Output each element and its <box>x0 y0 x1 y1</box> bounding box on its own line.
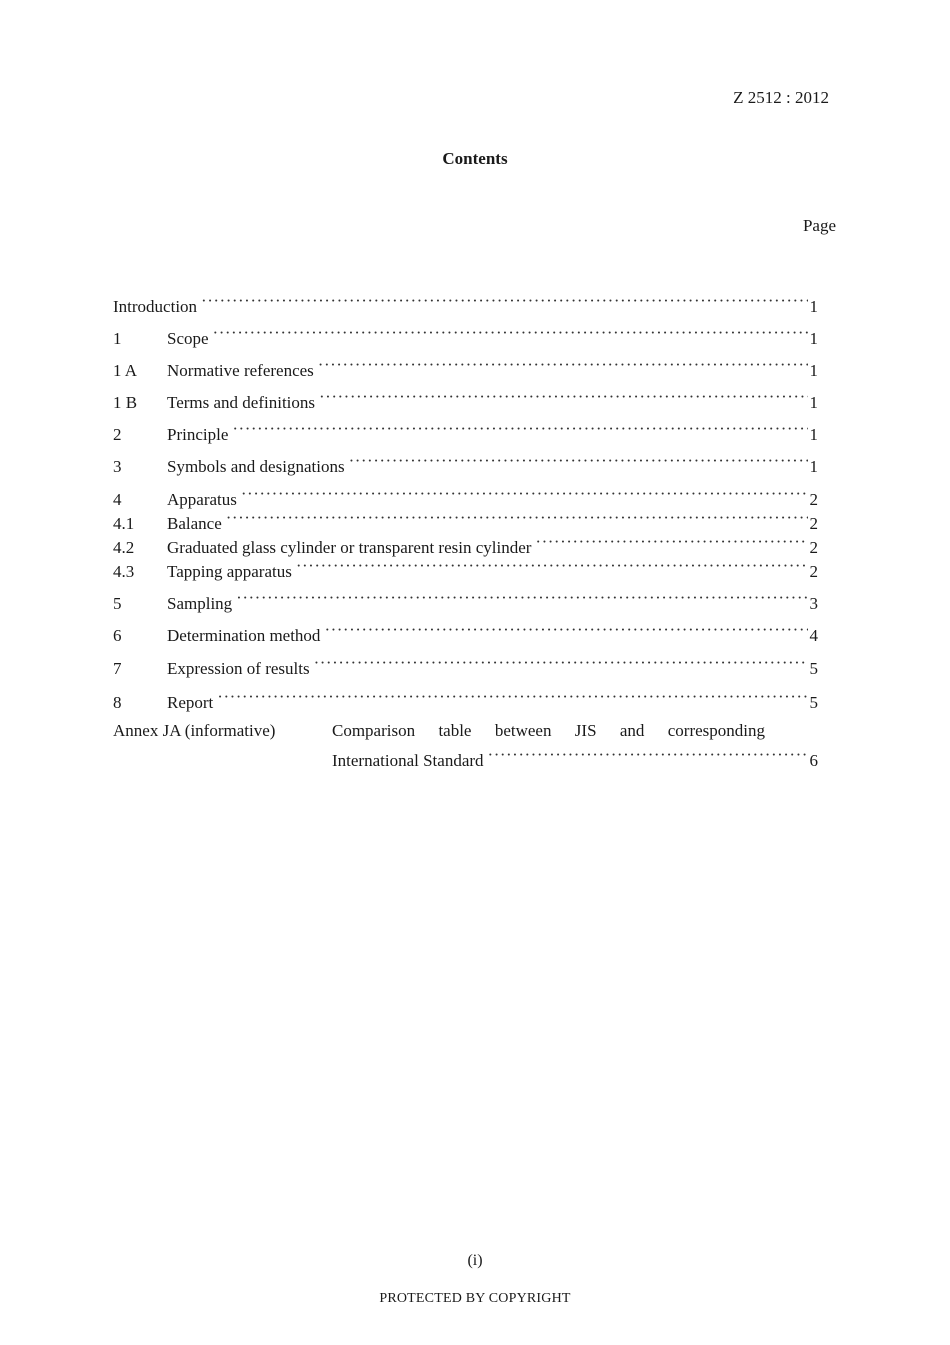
leader-dots <box>232 418 808 440</box>
toc-entry-title: Symbols and designations <box>167 457 345 476</box>
toc-entry-page: 6 <box>809 751 818 770</box>
toc-entry-number: 4.3 <box>113 562 135 581</box>
toc-entry-page: 2 <box>809 490 818 509</box>
toc-entry-introduction[interactable] <box>113 290 818 316</box>
toc-entry-terms-and-definitions[interactable] <box>113 386 818 412</box>
toc-entry-title: Introduction <box>113 297 198 316</box>
leader-dots <box>201 290 808 312</box>
toc-entry-page: 5 <box>809 693 818 712</box>
annex-title-line-1: Comparison table between JIS and corresponding <box>332 721 765 740</box>
toc-entry-number: 5 <box>113 594 122 613</box>
page-number: (i) <box>467 1252 483 1269</box>
toc-entry-sampling[interactable] <box>113 587 818 613</box>
toc-entry-page: 1 <box>809 457 818 476</box>
annex-title-line-2: International Standard <box>332 751 484 770</box>
leader-dots <box>314 652 808 674</box>
toc-entry-page: 1 <box>809 297 818 316</box>
leader-dots <box>217 686 808 708</box>
toc-entry-number: 4.1 <box>113 514 135 533</box>
toc-entry-graduated-cylinder[interactable] <box>113 531 818 557</box>
toc-entry-title: Determination method <box>167 626 321 645</box>
toc-entry-title: Report <box>167 693 214 712</box>
toc-entry-page: 3 <box>809 594 818 613</box>
toc-entry-tapping-apparatus[interactable] <box>113 555 818 581</box>
toc-entry-expression-of-results[interactable] <box>113 652 818 678</box>
toc-entry-number: 6 <box>113 626 122 645</box>
toc-entry-title: Sampling <box>167 594 233 613</box>
toc-entry-report[interactable] <box>113 686 818 712</box>
toc-entry-number: 1 B <box>113 393 138 412</box>
leader-dots <box>488 744 808 766</box>
toc-entry-number: 7 <box>113 659 122 678</box>
toc-entry-page: 2 <box>809 562 818 581</box>
toc-entry-number: 8 <box>113 693 122 712</box>
copyright-notice: PROTECTED BY COPYRIGHT <box>379 1291 571 1306</box>
toc-entry-page: 2 <box>809 538 818 557</box>
toc-entry-title: Terms and definitions <box>167 393 316 412</box>
toc-entry-page: 1 <box>809 425 818 444</box>
toc-entry-principle[interactable] <box>113 418 818 444</box>
toc-entry-normative-references[interactable] <box>113 354 818 380</box>
toc-entry-page: 1 <box>809 393 818 412</box>
toc-entry-title: Graduated glass cylinder or transparent resin cylinder <box>167 538 532 557</box>
toc-entry-number: 3 <box>113 457 122 476</box>
leader-dots <box>349 450 808 472</box>
toc-entry-title: Tapping apparatus <box>167 562 292 581</box>
toc-entry-title: Scope <box>167 329 209 348</box>
toc-entry-page: 2 <box>809 514 818 533</box>
page-column-label: Page <box>802 216 836 235</box>
toc-entry-number: 2 <box>113 425 122 444</box>
toc-entry-title: Apparatus <box>167 490 237 509</box>
page-title: Contents <box>442 149 508 168</box>
toc-entry-determination-method[interactable] <box>113 619 818 645</box>
leader-dots <box>241 483 808 505</box>
toc-entry-page: 5 <box>809 659 818 678</box>
toc-entry-title: Principle <box>167 425 229 444</box>
leader-dots <box>226 507 808 529</box>
leader-dots <box>319 386 808 408</box>
leader-dots <box>296 555 808 577</box>
toc-entry-scope[interactable] <box>113 322 818 348</box>
annex-label: Annex JA (informative) <box>113 721 276 740</box>
toc-entry-number: 4 <box>113 490 122 509</box>
toc-entry-balance[interactable] <box>113 507 818 533</box>
toc-entry-page: 1 <box>809 361 818 380</box>
leader-dots <box>213 322 808 344</box>
leader-dots <box>324 619 808 641</box>
toc-entry-number: 4.2 <box>113 538 135 557</box>
toc-entry-number: 1 A <box>113 361 138 380</box>
toc-entry-page: 4 <box>809 626 818 645</box>
leader-dots <box>318 354 808 376</box>
toc-entry-title: Balance <box>167 514 222 533</box>
toc-entry-apparatus[interactable] <box>113 483 818 509</box>
leader-dots <box>535 531 808 553</box>
toc-entry-title: Normative references <box>167 361 314 380</box>
toc-entry-symbols-and-designations[interactable] <box>113 450 818 476</box>
toc-entry-number: 1 <box>113 329 122 348</box>
toc-entry-title: Expression of results <box>167 659 310 678</box>
toc-entry-page: 1 <box>809 329 818 348</box>
document-id: Z 2512 : 2012 <box>733 88 829 107</box>
leader-dots <box>236 587 808 609</box>
